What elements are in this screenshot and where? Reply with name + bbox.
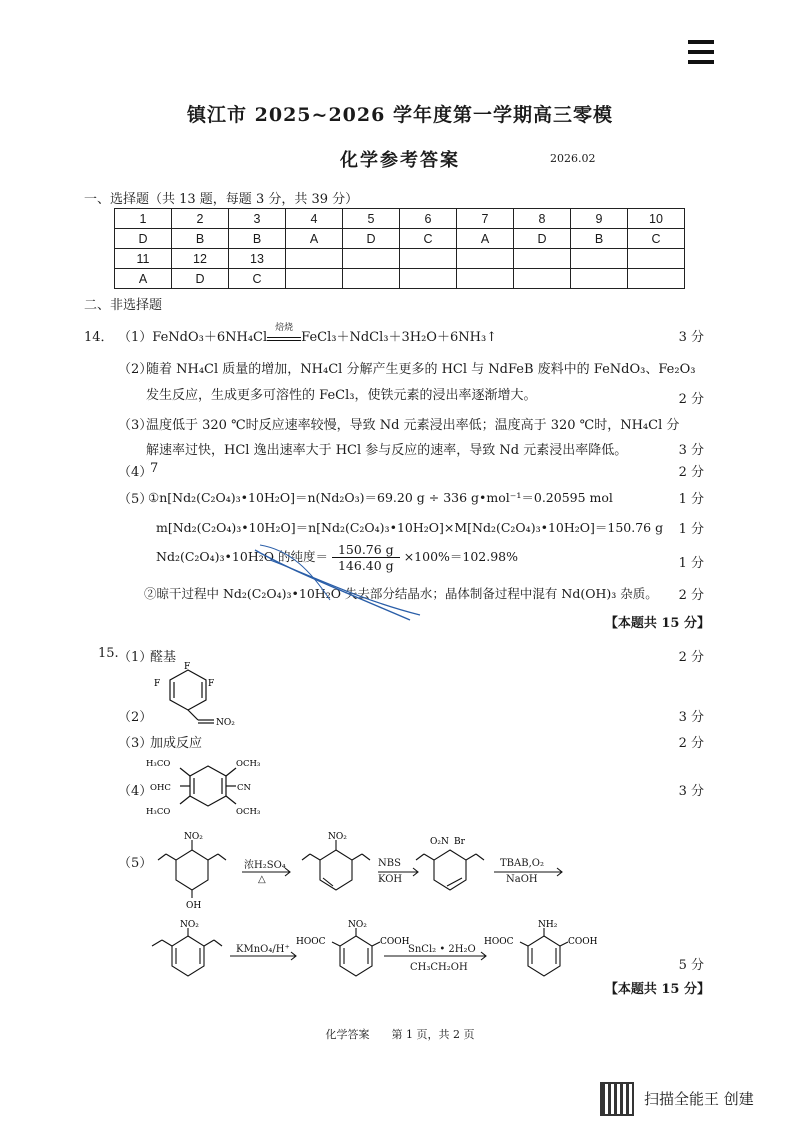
q14-p3-label: （3） bbox=[118, 418, 153, 433]
reagent-1b: △ bbox=[258, 874, 266, 885]
q14-p5-line3: Nd₂(C₂O₄)₃•10H₂O 的纯度＝ $\frac{150.76 g}{146.40 g}$ ×100%＝102.98% bbox=[156, 542, 519, 573]
q-number: 8 bbox=[514, 209, 571, 229]
q14-p2-line2: 发生反应，生成更多可溶性的 FeCl₃，使铁元素的浸出率逐渐增大。 bbox=[146, 388, 537, 403]
svg-text:HOOC: HOOC bbox=[296, 937, 326, 947]
points: 2 分 bbox=[678, 465, 704, 480]
q14-p4-label: （4） bbox=[118, 465, 153, 480]
svg-text:NO₂: NO₂ bbox=[348, 920, 367, 930]
page-footer: 化学答案 第 1 页，共 2 页 bbox=[325, 1028, 475, 1041]
q15-number: 15. bbox=[98, 646, 119, 661]
q-number: 13 bbox=[229, 249, 286, 269]
points: 2 分 bbox=[678, 736, 704, 751]
q14-p2-label: （2） bbox=[118, 362, 153, 377]
q-answer: A bbox=[115, 269, 172, 289]
q14-p5-label: （5） bbox=[118, 492, 153, 507]
q-number: 2 bbox=[172, 209, 229, 229]
q-number: 12 bbox=[172, 249, 229, 269]
svg-text:F: F bbox=[154, 679, 161, 689]
points: 3 分 bbox=[678, 443, 704, 458]
svg-text:HOOC: HOOC bbox=[484, 937, 514, 947]
q-answer: C bbox=[400, 229, 457, 249]
section2-heading: 二、非选择题 bbox=[84, 298, 163, 313]
q15-p2-label: （2） bbox=[118, 710, 153, 725]
reagent-2: NBS bbox=[378, 858, 401, 869]
qr-code-icon bbox=[600, 1082, 634, 1116]
q-number: 7 bbox=[457, 209, 514, 229]
pen-scribble bbox=[250, 540, 430, 630]
q-answer: A bbox=[457, 229, 514, 249]
points: 2 分 bbox=[678, 588, 704, 603]
page-subtitle: 化学参考答案 bbox=[340, 150, 460, 171]
q15-p1-label: （1） bbox=[118, 650, 153, 665]
reagent-4: KMnO₄/H⁺ bbox=[236, 944, 290, 955]
q-number: 1 bbox=[115, 209, 172, 229]
q-answer: D bbox=[172, 269, 229, 289]
svg-text:COOH: COOH bbox=[568, 937, 598, 947]
q14-number: 14． bbox=[84, 330, 114, 345]
svg-text:F: F bbox=[208, 679, 215, 689]
q-number: 5 bbox=[343, 209, 400, 229]
svg-text:OCH₃: OCH₃ bbox=[236, 759, 261, 769]
svg-text:NO₂: NO₂ bbox=[216, 718, 235, 728]
q15-p3-answer: 加成反应 bbox=[150, 736, 203, 751]
q-number: 4 bbox=[286, 209, 343, 229]
q-number: 11 bbox=[115, 249, 172, 269]
q-answer: B bbox=[229, 229, 286, 249]
q-answer: D bbox=[514, 229, 571, 249]
q14-total: 【本题共 15 分】 bbox=[604, 616, 710, 631]
svg-text:OH: OH bbox=[186, 901, 202, 910]
svg-text:NO₂: NO₂ bbox=[328, 832, 347, 842]
reagent-5b: CH₃CH₂OH bbox=[410, 962, 468, 973]
points: 1 分 bbox=[678, 492, 704, 507]
q15-p5-label: （5） bbox=[118, 856, 153, 871]
synthesis-route-line2 bbox=[146, 918, 616, 980]
page-title: 镇江市 2025~2026 学年度第一学期高三零模 bbox=[187, 104, 613, 126]
synthesis-route-line1 bbox=[150, 830, 570, 910]
answer-table bbox=[114, 208, 685, 289]
q-answer: A bbox=[286, 229, 343, 249]
svg-text:OCH₃: OCH₃ bbox=[236, 807, 261, 817]
points: 2 分 bbox=[678, 650, 704, 665]
watermark-text: 扫描全能王 创建 bbox=[644, 1090, 754, 1108]
section1-heading: 一、选择题（共 13 题，每题 3 分，共 39 分） bbox=[84, 192, 359, 207]
reagent-2b: KOH bbox=[378, 874, 403, 885]
q15-total: 【本题共 15 分】 bbox=[604, 982, 710, 997]
svg-text:NH₂: NH₂ bbox=[538, 920, 558, 930]
q-number: 9 bbox=[571, 209, 628, 229]
points: 3 分 bbox=[678, 784, 704, 799]
svg-text:O₂N: O₂N bbox=[430, 837, 449, 847]
reagent-1: 浓H₂SO₄ bbox=[244, 860, 286, 871]
q-number: 10 bbox=[628, 209, 685, 229]
q-number: 3 bbox=[229, 209, 286, 229]
svg-text:NO₂: NO₂ bbox=[184, 832, 203, 842]
q-answer: B bbox=[571, 229, 628, 249]
svg-text:F: F bbox=[184, 662, 191, 672]
svg-text:H₃CO: H₃CO bbox=[146, 807, 171, 817]
q-answer: D bbox=[343, 229, 400, 249]
menu-icon[interactable] bbox=[688, 40, 714, 70]
svg-text:NO₂: NO₂ bbox=[180, 920, 199, 930]
points: 3 分 bbox=[678, 710, 704, 725]
q15-p3-label: （3） bbox=[118, 736, 153, 751]
svg-text:H₃CO: H₃CO bbox=[146, 759, 171, 769]
svg-text:Br: Br bbox=[454, 837, 465, 847]
q-answer: C bbox=[229, 269, 286, 289]
points: 3 分 bbox=[678, 330, 704, 345]
q14-p4-answer: 7 bbox=[150, 461, 159, 476]
svg-text:OHC: OHC bbox=[150, 783, 171, 793]
q14-p5-line1: ①n[Nd₂(C₂O₄)₃•10H₂O]＝n(Nd₂O₃)＝69.20 g ÷ 336 g•mol⁻¹＝0.20595 mol bbox=[148, 490, 613, 505]
points: 5 分 bbox=[678, 958, 704, 973]
reagent-3: TBAB,O₂ bbox=[500, 858, 544, 869]
q14-p5-line4: ②晾干过程中 Nd₂(C₂O₄)₃•10H₂O 失去部分结晶水；晶体制备过程中混有 Nd(OH)₃ 杂质。 bbox=[144, 586, 658, 601]
points: 1 分 bbox=[678, 556, 704, 571]
svg-text:COOH: COOH bbox=[380, 937, 410, 947]
points: 2 分 bbox=[678, 392, 704, 407]
exam-date: 2026.02 bbox=[550, 152, 596, 165]
q14-p1: （1）FeNdO₃＋6NH₄Cl 焙烧 FeCl₃＋NdCl₃＋3H₂O＋6NH₃↑ bbox=[118, 323, 498, 345]
points: 1 分 bbox=[678, 522, 704, 537]
q14-p5-line2: m[Nd₂(C₂O₄)₃•10H₂O]＝n[Nd₂(C₂O₄)₃•10H₂O]×M[Nd₂(C₂O₄)₃•10H₂O]＝150.76 g bbox=[156, 520, 664, 535]
reagent-3b: NaOH bbox=[506, 874, 538, 885]
q14-p3-line2: 解速率过快，HCl 逸出速率大于 HCl 参与反应的速率，导致 Nd 元素浸出率降低。 bbox=[146, 443, 628, 458]
q-number: 6 bbox=[400, 209, 457, 229]
q15-p1-answer: 醛基 bbox=[150, 650, 177, 665]
q14-p3-line1: 温度低于 320 ℃时反应速率较慢，导致 Nd 元素浸出率低；温度高于 320 ℃时，NH₄Cl 分 bbox=[146, 418, 680, 433]
svg-text:CN: CN bbox=[237, 783, 251, 793]
q-answer: B bbox=[172, 229, 229, 249]
q15-p4-label: （4） bbox=[118, 784, 153, 799]
reagent-5: SnCl₂ • 2H₂O bbox=[408, 944, 476, 955]
q-answer: C bbox=[628, 229, 685, 249]
structure-q15-2 bbox=[148, 662, 258, 730]
q14-p2-line1: 随着 NH₄Cl 质量的增加，NH₄Cl 分解产生更多的 HCl 与 NdFeB 废料中的 FeNdO₃、Fe₂O₃ bbox=[146, 362, 696, 377]
structure-q15-4 bbox=[146, 752, 276, 824]
q-answer: D bbox=[115, 229, 172, 249]
